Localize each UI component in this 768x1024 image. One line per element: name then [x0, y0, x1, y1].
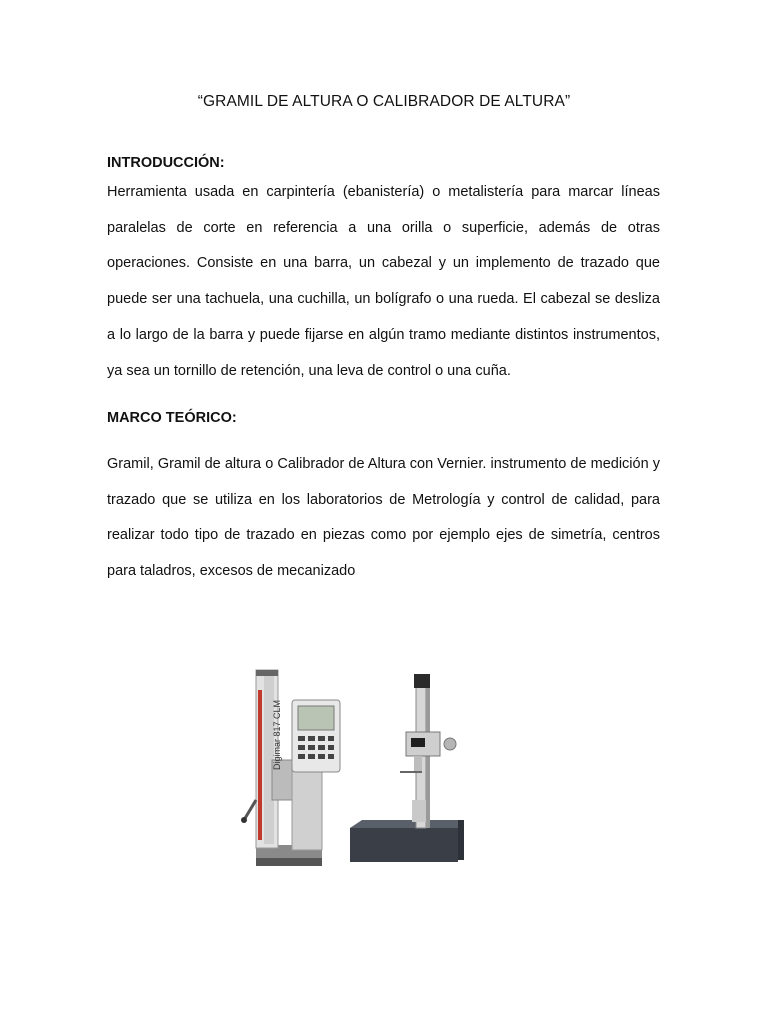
height-gauges-figure [228, 660, 488, 880]
theory-heading: MARCO TEÓRICO: [107, 410, 237, 426]
document-title: “GRAMIL DE ALTURA O CALIBRADOR DE ALTURA” [197, 93, 571, 110]
theory-paragraph: Gramil, Gramil de altura o Calibrador de Altura con Vernier. instrumento de medición y trazado que se utiliza en los laboratorios de Metrología y control de calidad, para realizar todo tipo de trazado en piezas como por ejemplo ejes de simetría, centros para taladros, excesos de mecanizado [107, 456, 660, 579]
height-gauges-illustration [228, 660, 488, 880]
digital-height-gauge [241, 670, 340, 866]
introduction-heading: INTRODUCCIÓN: [107, 155, 225, 171]
introduction-paragraph: Herramienta usada en carpintería (ebanistería) o metalistería para marcar líneas paralelas de corte en referencia a una orilla o superficie, además de otras operaciones. Consiste en una barra, un cabezal y un implemento de trazado que puede ser una tachuela, una cuchilla, un bolígrafo o una rueda. El cabezal se desliza a lo largo de la barra y puede fijarse en algún tramo mediante distintos instrumentos, ya sea un tornillo de retención, una leva de control o una cuña. [107, 184, 660, 379]
mechanical-height-gauge [350, 674, 464, 862]
digital-gauge-label: Digimar 817 CLM [272, 699, 282, 770]
